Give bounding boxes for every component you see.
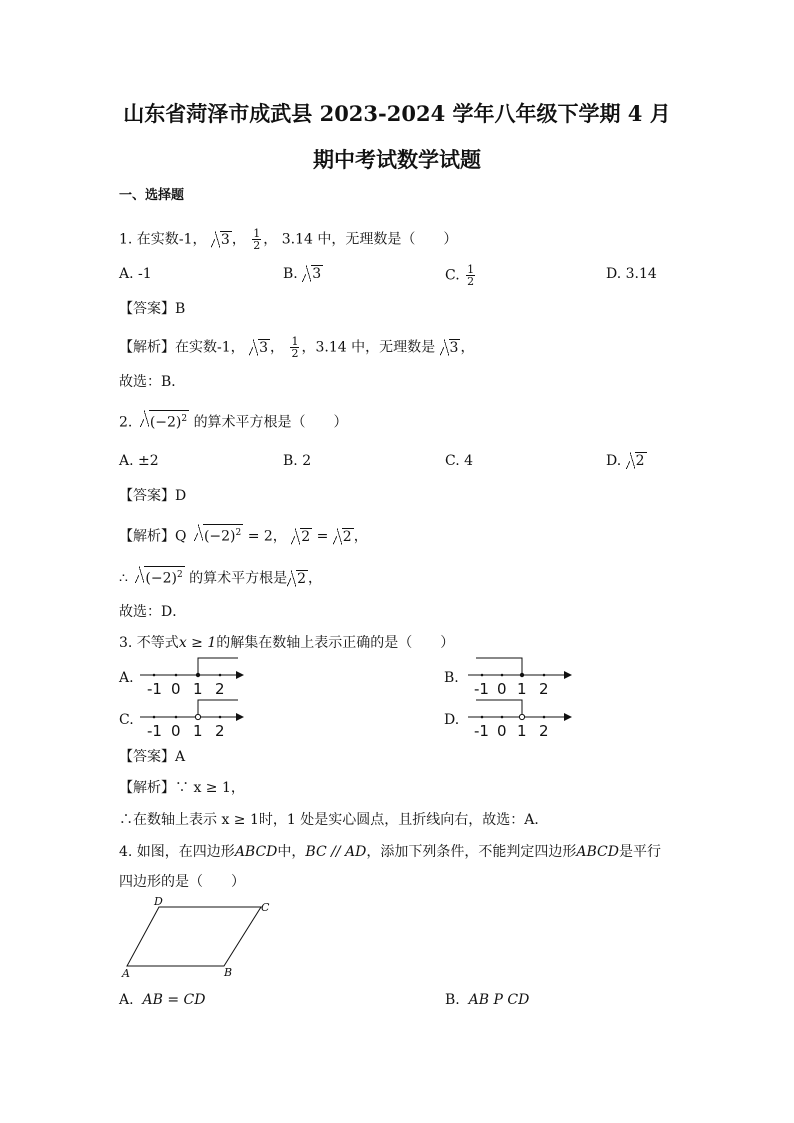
arrow-icon [564,671,572,679]
q1-stem: 1. 在实数-1， 3 ， $\frac{1}{2}$ ， 3.14 中，无理数是（ ） [119,227,458,252]
q2-conclusion: 故选：D． [119,604,187,620]
sqrt-symbol: 3 [220,231,230,248]
number-line-d [466,697,578,739]
arrow-icon [236,671,244,679]
q2-option-a: A. ±2 [119,453,159,469]
q3-label-c: C. [119,712,134,728]
svg-text:C: C [261,901,270,914]
arrow-icon [564,713,572,721]
q3-therefore: ∴在数轴上表示 x ≥ 1时，1 处是实心圆点，且折线向右，故选：A． [119,812,549,828]
q3-label-b: B. [444,670,459,686]
svg-text:2: 2 [215,722,225,739]
svg-text:1: 1 [193,680,203,697]
q1-option-a: A. -1 [119,266,152,282]
q3-stem: 3. 不等式x ≥ 1的解集在数轴上表示正确的是（ ） [119,635,455,651]
section-heading: 一、选择题 [119,188,185,203]
svg-text:2: 2 [539,722,549,739]
svg-text:0: 0 [171,680,181,697]
q3-answer: 【答案】A [119,749,186,765]
q3-analysis: 【解析】∵ x ≥ 1， [119,780,245,796]
q3-label-d: D. [444,712,460,728]
q1-analysis: 【解析】在实数-1， 3 ， $\frac{1}{2}$ ，3.14 中，无理数是 3 ， [119,335,475,360]
svg-text:-1: -1 [147,680,162,697]
q2-therefore: ∴ $(-2)^2$ 的算术平方根是 2 ， [119,566,322,589]
number-line-a [138,655,250,697]
q2-answer: 【答案】D [119,488,187,504]
page-title-line2: 期中考试数学试题 [313,147,481,172]
svg-text:2: 2 [539,680,549,697]
q1-answer: 【答案】B [119,301,186,317]
page-title-line1: 山东省菏泽市成武县 2023-2024 学年八年级下学期 4 月 [123,101,671,126]
svg-text:D: D [154,895,163,908]
arrow-icon [236,713,244,721]
q1-conclusion: 故选：B． [119,374,186,390]
fraction: $\frac{1}{2}$ [253,227,261,252]
q1-option-d: D. 3.14 [606,266,657,282]
svg-text:0: 0 [497,680,507,697]
svg-text:1: 1 [517,680,527,697]
svg-text:-1: -1 [474,722,489,739]
q4-option-a: A. AB = CD [119,992,206,1008]
svg-text:2: 2 [215,680,225,697]
q4-stem-line1: 4. 如图，在四边形ABCD中，BC // AD，添加下列条件，不能判定四边形ABCD是平行 [119,844,661,860]
q4-option-b: B. AB P CD [445,992,530,1008]
svg-text:A: A [122,967,130,980]
q2-analysis: 【解析】Q $(-2)^2 = 2$， 2 = 2 ， [119,524,368,547]
svg-text:B: B [224,966,233,979]
q4-stem-line2: 四边形的是（ ） [119,874,245,890]
q2-stem: 2. $(-2)^2$ 的算术平方根是（ ） [119,410,348,433]
parallelogram-figure [118,895,278,980]
svg-text:0: 0 [171,722,181,739]
q2-option-c: C. 4 [445,453,474,469]
svg-text:1: 1 [193,722,203,739]
q3-label-a: A. [119,670,134,686]
svg-text:0: 0 [497,722,507,739]
q1-option-c: C. $\frac{1}{2}$ [445,263,475,288]
svg-text:-1: -1 [474,680,489,697]
svg-text:1: 1 [517,722,527,739]
q2-option-b: B. 2 [283,453,312,469]
q1-option-b: B. 3 [283,266,322,282]
number-line-c [138,697,250,739]
svg-text:-1: -1 [147,722,162,739]
q2-option-d: D. 2 [606,453,645,469]
number-line-b [466,655,578,697]
